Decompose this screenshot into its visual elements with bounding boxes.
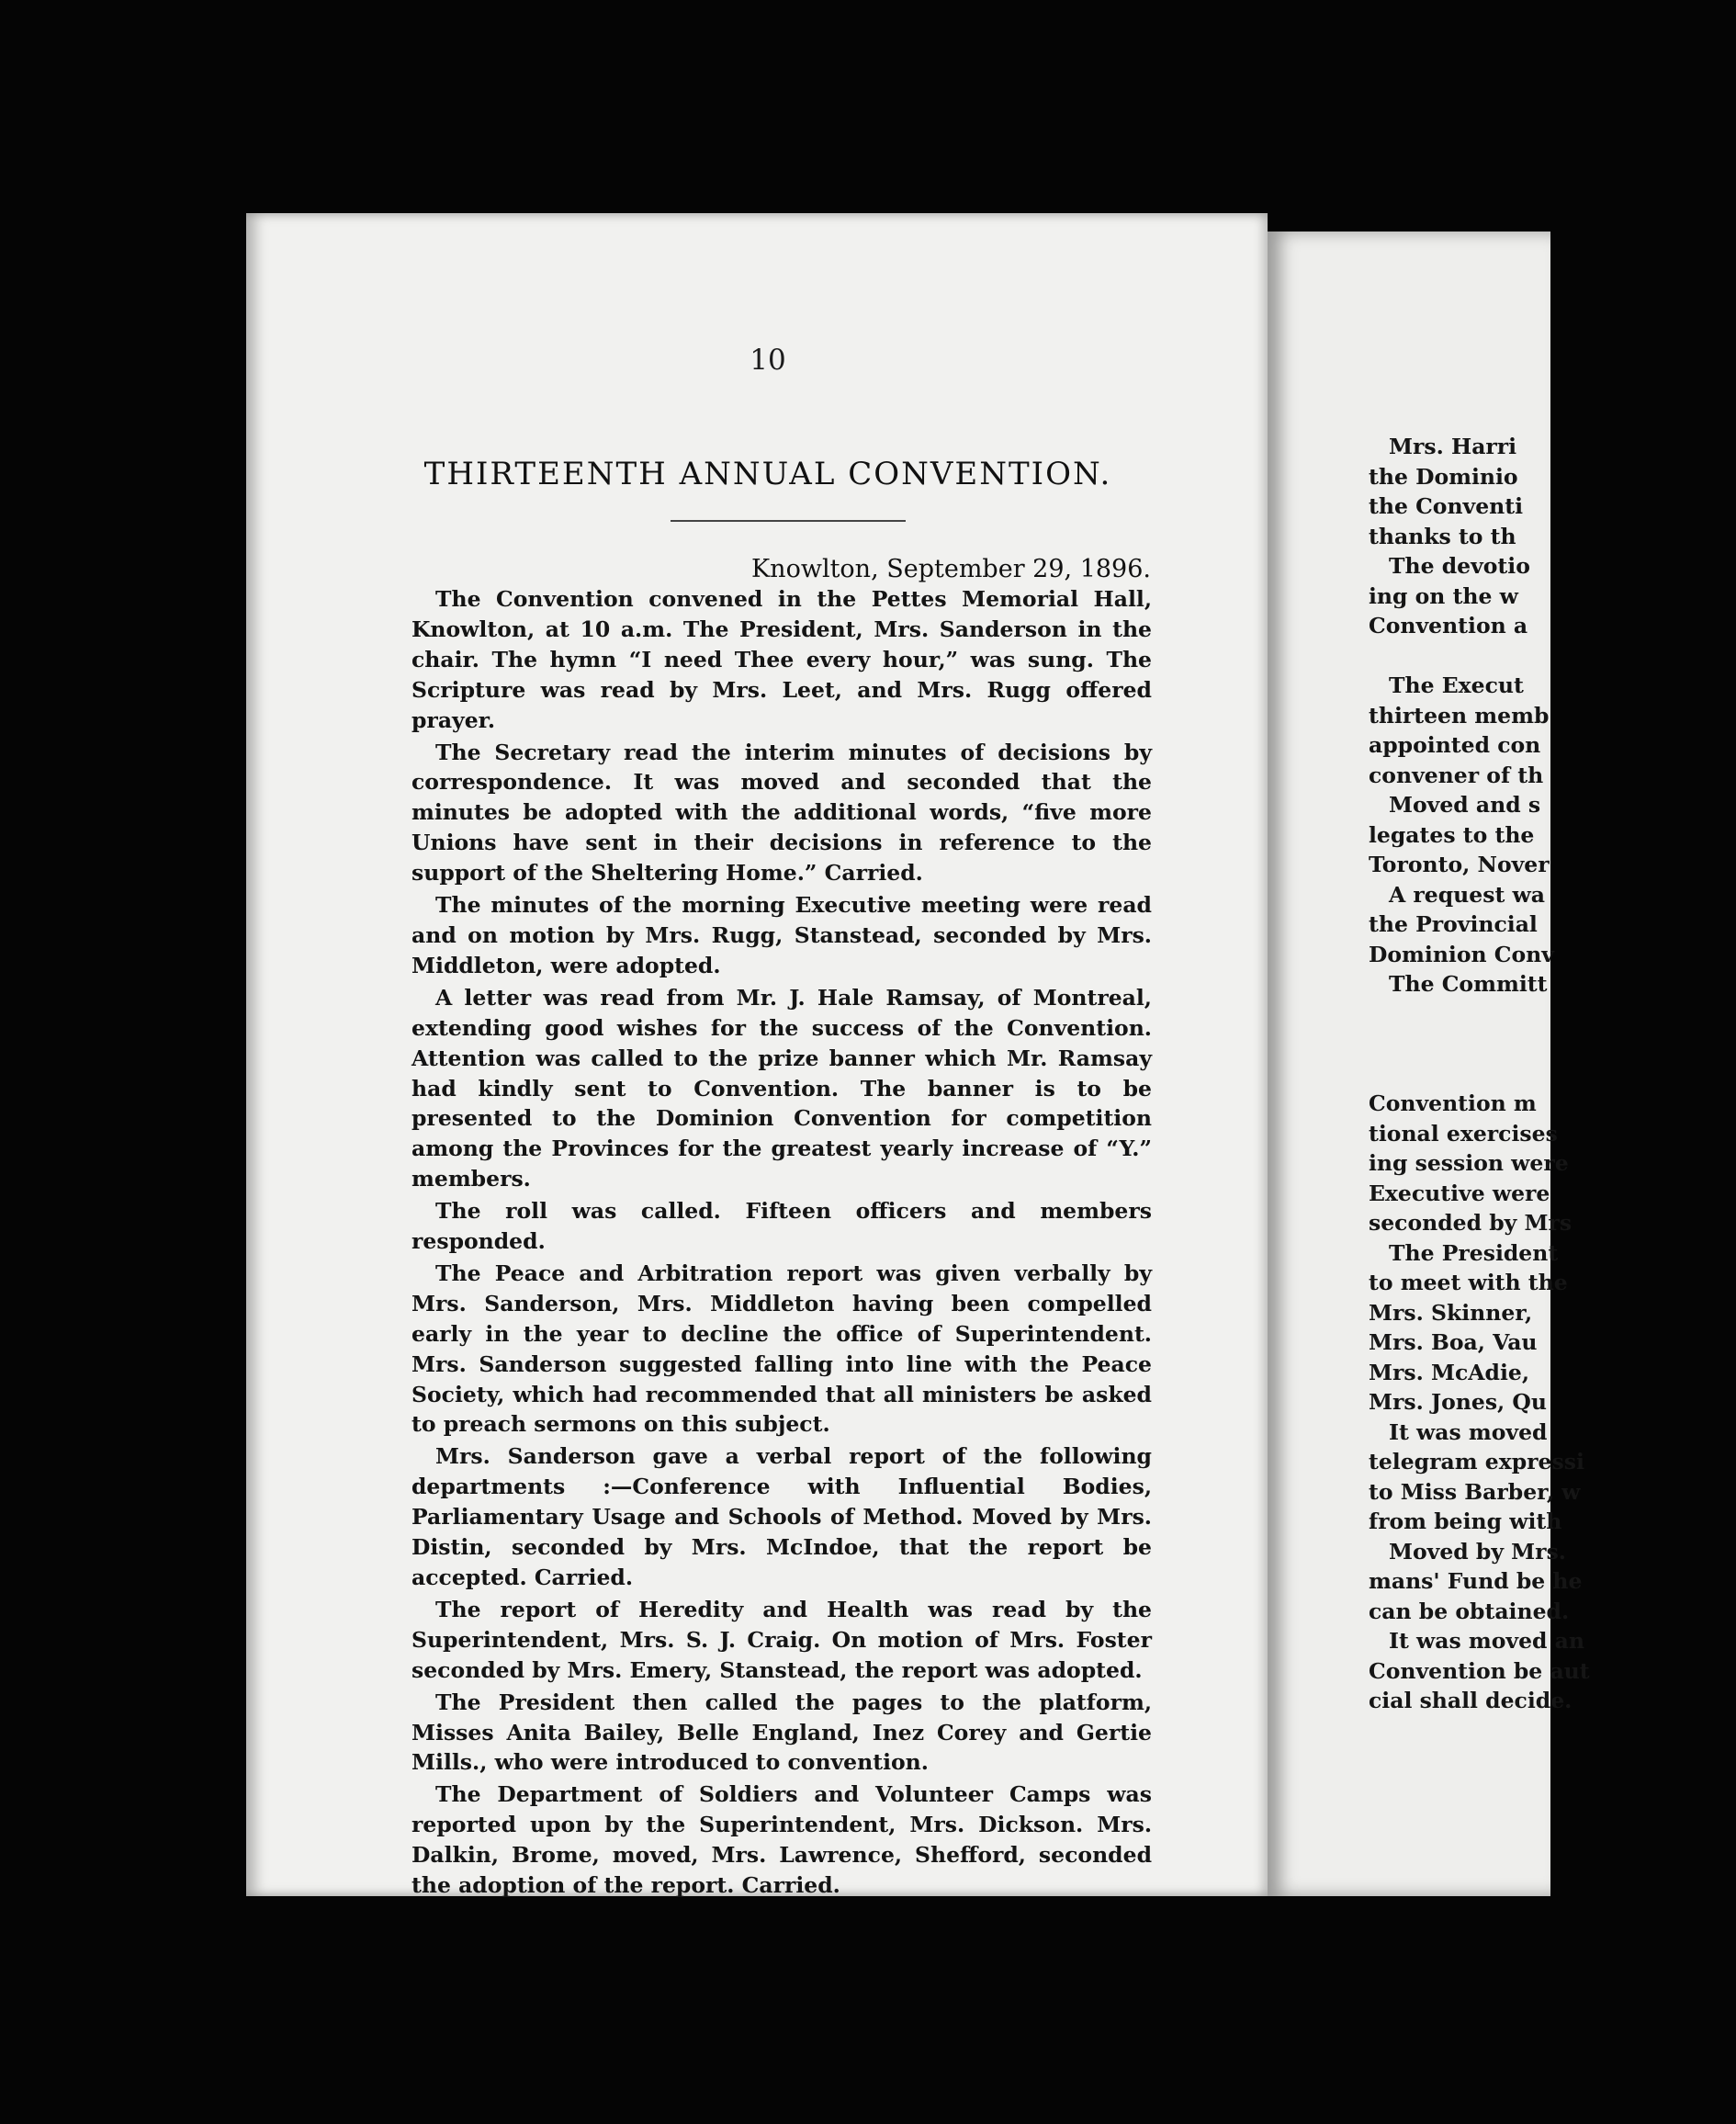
right-page-line: The devotio <box>1389 553 1530 579</box>
right-page-line: Mrs. Jones, Qu <box>1369 1389 1547 1415</box>
paragraph: The minutes of the morning Executive meeting were read and on motion by Mrs. Rugg, Stanstead, seconded by Mrs. Middleton, were adopted. <box>411 892 1152 978</box>
right-page-line: Convention be aut <box>1369 1657 1590 1684</box>
right-page-line: A request wa <box>1389 881 1545 908</box>
right-page-line: Convention a <box>1369 613 1528 638</box>
dateline: Knowlton, September 29, 1896. <box>751 555 1151 583</box>
line-gap <box>1369 1029 1736 1059</box>
right-page-line: thirteen memb <box>1369 702 1550 729</box>
paragraph: The roll was called. Fifteen officers and members responded. <box>411 1198 1152 1255</box>
page-number: 10 <box>750 344 786 377</box>
right-page-line: Toronto, Nover <box>1369 852 1550 877</box>
right-page-line: cial shall decide. <box>1369 1688 1573 1713</box>
right-page-line: thanks to th <box>1369 523 1516 549</box>
right-page-line: It was moved <box>1389 1418 1548 1445</box>
right-page-line: ing on the w <box>1369 582 1518 609</box>
right-page-fragment <box>1268 232 1590 1896</box>
right-page-line: The Execut <box>1389 672 1524 698</box>
line-gap <box>1369 641 1736 672</box>
heading-rule <box>671 520 906 522</box>
right-page-line: from being with <box>1369 1508 1562 1534</box>
right-page-line: mans' Fund be he <box>1369 1568 1583 1594</box>
right-page-line: Mrs. Harri <box>1389 434 1517 459</box>
left-page <box>246 213 1268 1899</box>
right-page-line: to Miss Barber, w <box>1369 1478 1581 1505</box>
right-page-line: convener of th <box>1369 762 1544 788</box>
right-page-line: Executive were <box>1369 1180 1550 1206</box>
line-gap <box>1369 1000 1736 1030</box>
paragraph: The Peace and Arbitration report was given verbally by Mrs. Sanderson, Mrs. Middleton having been compelled early in the year to decline the office of Superintendent. Mrs. Sanderson suggested falling into line with the Peace Society, which had recommended that all ministers be asked to preach sermons on this subject. <box>411 1260 1152 1438</box>
right-page-line: Mrs. Boa, Vau <box>1369 1329 1538 1355</box>
paragraph: The report of Heredity and Health was read by the Superintendent, Mrs. S. J. Craig. On motion of Mrs. Foster seconded by Mrs. Emery, Stanstead, the report was adopted. <box>411 1596 1152 1683</box>
right-page-line: appointed con <box>1369 732 1541 758</box>
paragraph: The Department of Soldiers and Volunteer Camps was reported upon by the Superintendent, Mrs. Dickson. Mrs. Dalkin, Brome, moved, Mrs. Lawrence, Shefford, seconded the adoption of the report. Carried. <box>411 1781 1152 1899</box>
section-heading: THIRTEENTH ANNUAL CONVENTION. <box>423 456 1112 492</box>
right-page-line: Dominion Conv <box>1369 941 1554 967</box>
right-page-line: Mrs. McAdie, <box>1369 1359 1530 1385</box>
right-page-line: The President <box>1389 1239 1559 1266</box>
right-page-line: telegram expressi <box>1369 1449 1584 1474</box>
paragraph: The Convention convened in the Pettes Memorial Hall, Knowlton, at 10 a.m. The President, Mrs. Sanderson in the chair. The hymn “I need Thee every hour,” was sung. The Scripture was read by Mrs. Leet, and Mrs. Rugg offered prayer. <box>411 586 1152 733</box>
right-page-line: Moved by Mrs. <box>1389 1538 1566 1565</box>
paragraph: A letter was read from Mr. J. Hale Ramsay, of Montreal, extending good wishes for the success of the Convention. Attention was called to the prize banner which Mr. Ramsay had kindly sent to Convention. The banner is to be presented to the Dominion Convention for competition among the Provinces for the greatest yearly increase of “Y.” members. <box>411 984 1152 1192</box>
right-page-line: Moved and s <box>1389 792 1541 818</box>
right-page-line: to meet with the <box>1369 1270 1568 1295</box>
right-page-line: Convention m <box>1369 1090 1537 1116</box>
line-gap <box>1369 1059 1736 1090</box>
right-page-line: can be obtained. <box>1369 1598 1570 1624</box>
right-page-line: seconded by Mrs <box>1369 1210 1573 1236</box>
paragraph: The Secretary read the interim minutes of decisions by correspondence. It was moved and seconded that the minutes be adopted with the additional words, “five more Unions have sent in their decisions in reference to the support of the Sheltering Home.” Carried. <box>411 739 1152 887</box>
body-text <box>411 584 1152 1903</box>
paragraph: Mrs. Sanderson gave a verbal report of the following departments :—Conference with Influential Bodies, Parliamentary Usage and Schools of Method. Moved by Mrs. Distin, seconded by Mrs. McIndoe, that the report be accepted. Carried. <box>411 1443 1152 1590</box>
right-page-line: legates to the <box>1369 821 1535 848</box>
right-page-line: The Committ <box>1389 971 1548 997</box>
right-page-line: tional exercises <box>1369 1120 1558 1147</box>
right-page-line: the Dominio <box>1369 463 1518 490</box>
paragraph: The President then called the pages to the platform, Misses Anita Bailey, Belle England, Inez Corey and Gertie Mills., who were introduced to convention. <box>411 1689 1152 1776</box>
right-page-line: ing session were <box>1369 1150 1569 1176</box>
right-page-text <box>1369 432 1736 1716</box>
right-page-line: Mrs. Skinner, <box>1369 1299 1533 1326</box>
right-page-line: the Provincial <box>1369 911 1538 937</box>
right-page-line: the Conventi <box>1369 493 1524 519</box>
right-page-line: It was moved an <box>1389 1628 1584 1654</box>
